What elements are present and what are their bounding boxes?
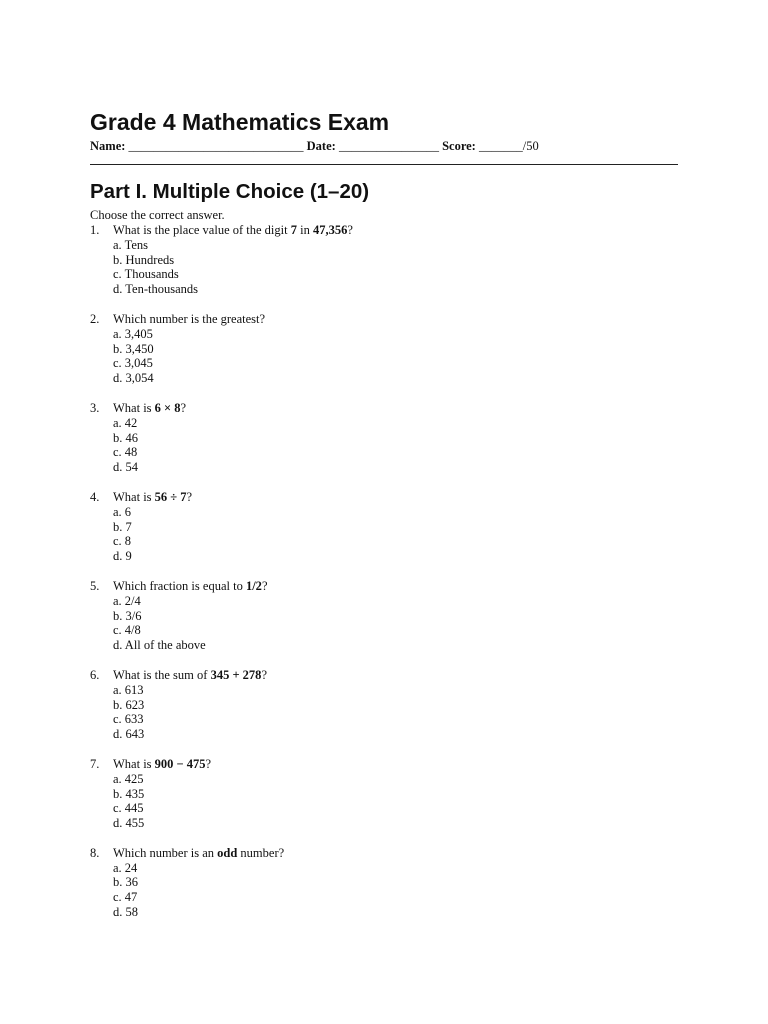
answer-option: b. 3,450 (113, 341, 154, 356)
answer-option: a. 24 (113, 860, 138, 875)
question-text (113, 579, 268, 594)
question-number: 4. (90, 489, 100, 504)
question-number: 7. (90, 756, 100, 771)
question-item (90, 312, 690, 386)
question-text-segment: ? (186, 489, 193, 504)
question-emphasis: 345 + 278 (210, 667, 262, 682)
name-blank: ____________________________ (128, 139, 304, 153)
question-item (90, 579, 690, 653)
question-text-segment: ? (180, 400, 187, 415)
question-item (90, 490, 690, 564)
question-text (113, 668, 267, 683)
question-text-segment: in (296, 223, 313, 237)
question-text (113, 312, 265, 327)
question-item (90, 223, 690, 297)
question-stem (90, 490, 690, 505)
answer-option: c. Thousands (113, 267, 179, 282)
question-number: 6. (90, 667, 100, 682)
question-text-segment: What is (113, 489, 155, 504)
question-text-segment: What is (113, 756, 155, 771)
question-text (113, 490, 192, 505)
answer-option: c. 8 (113, 534, 132, 549)
question-stem (90, 757, 690, 772)
score-blank: _______ (478, 139, 523, 153)
answer-option: d. 455 (113, 816, 145, 831)
question-stem (90, 579, 690, 594)
answer-option: d. 643 (113, 727, 145, 742)
answer-option: c. 3,045 (113, 356, 153, 371)
answer-option: b. Hundreds (113, 252, 175, 267)
question-emphasis: 7 (290, 223, 297, 237)
answer-option: a. 425 (113, 771, 144, 786)
exam-title: Grade 4 Mathematics Exam (90, 109, 390, 135)
question-emphasis: odd (217, 845, 238, 860)
question-list (90, 223, 690, 935)
answer-option: c. 445 (113, 801, 144, 816)
answer-option: d. 58 (113, 905, 138, 920)
question-text (113, 223, 353, 238)
question-number: 8. (90, 845, 100, 860)
answer-option: c. 47 (113, 890, 138, 905)
answer-option: c. 4/8 (113, 623, 141, 638)
answer-option: d. All of the above (113, 638, 206, 653)
answer-option: d. 9 (113, 549, 132, 564)
question-text-segment: What is the sum of (113, 667, 211, 682)
question-emphasis: 6 × 8 (154, 400, 181, 415)
answer-option: a. 3,405 (113, 326, 153, 341)
score-label: Score: (442, 139, 476, 153)
question-emphasis: 56 ÷ 7 (154, 489, 187, 504)
answer-option: b. 623 (113, 697, 145, 712)
question-number: 2. (90, 311, 100, 326)
question-item (90, 401, 690, 475)
question-text-segment: What is the place value of the digit (113, 223, 291, 237)
question-stem (90, 401, 690, 416)
question-stem (90, 846, 690, 861)
answer-option: d. 54 (113, 460, 138, 475)
answer-option: a. 42 (113, 415, 138, 430)
section-heading: Part I. Multiple Choice (1–20) (90, 180, 370, 203)
answer-option: b. 3/6 (113, 608, 142, 623)
question-stem (90, 223, 690, 238)
answer-option: d. 3,054 (113, 371, 154, 386)
answer-option: b. 46 (113, 430, 138, 445)
answer-option: a. 2/4 (113, 593, 141, 608)
answer-option: b. 36 (113, 875, 138, 890)
question-text-segment: ? (261, 578, 268, 593)
answer-option: b. 435 (113, 786, 145, 801)
question-item (90, 668, 690, 742)
question-text (113, 846, 284, 861)
question-text-segment: number? (237, 845, 285, 860)
date-label: Date: (306, 139, 336, 153)
answer-option: c. 633 (113, 712, 144, 727)
question-text-segment: Which number is an (113, 845, 218, 860)
question-emphasis: 47,356 (312, 223, 348, 237)
answer-option: a. Tens (113, 237, 148, 252)
answer-option: d. Ten-thousands (113, 282, 198, 297)
question-text-segment: Which fraction is equal to (113, 578, 246, 593)
answer-option: a. 613 (113, 682, 144, 697)
question-item (90, 846, 690, 920)
question-text-segment: ? (261, 667, 267, 682)
question-text-segment: ? (205, 756, 212, 771)
question-emphasis: 900 − 475 (154, 756, 206, 771)
question-number: 1. (90, 223, 100, 237)
student-info-line (90, 137, 539, 155)
question-text-segment: What is (113, 400, 155, 415)
name-label: Name: (90, 139, 126, 153)
answer-option: b. 7 (113, 519, 132, 534)
question-stem (90, 312, 690, 327)
date-blank: ________________ (338, 139, 439, 153)
question-text (113, 401, 186, 416)
header-divider (90, 164, 678, 165)
question-text-segment: ? (347, 223, 353, 237)
answer-option: a. 6 (113, 504, 132, 519)
question-stem (90, 668, 690, 683)
question-emphasis: 1/2 (245, 578, 262, 593)
score-total: /50 (522, 139, 539, 153)
question-number: 3. (90, 400, 100, 415)
question-text (113, 757, 211, 772)
question-number: 5. (90, 578, 100, 593)
section-instructions: Choose the correct answer. (90, 208, 225, 222)
question-text-segment: Which number is the greatest? (113, 311, 266, 326)
answer-option: c. 48 (113, 445, 138, 460)
question-item (90, 757, 690, 831)
